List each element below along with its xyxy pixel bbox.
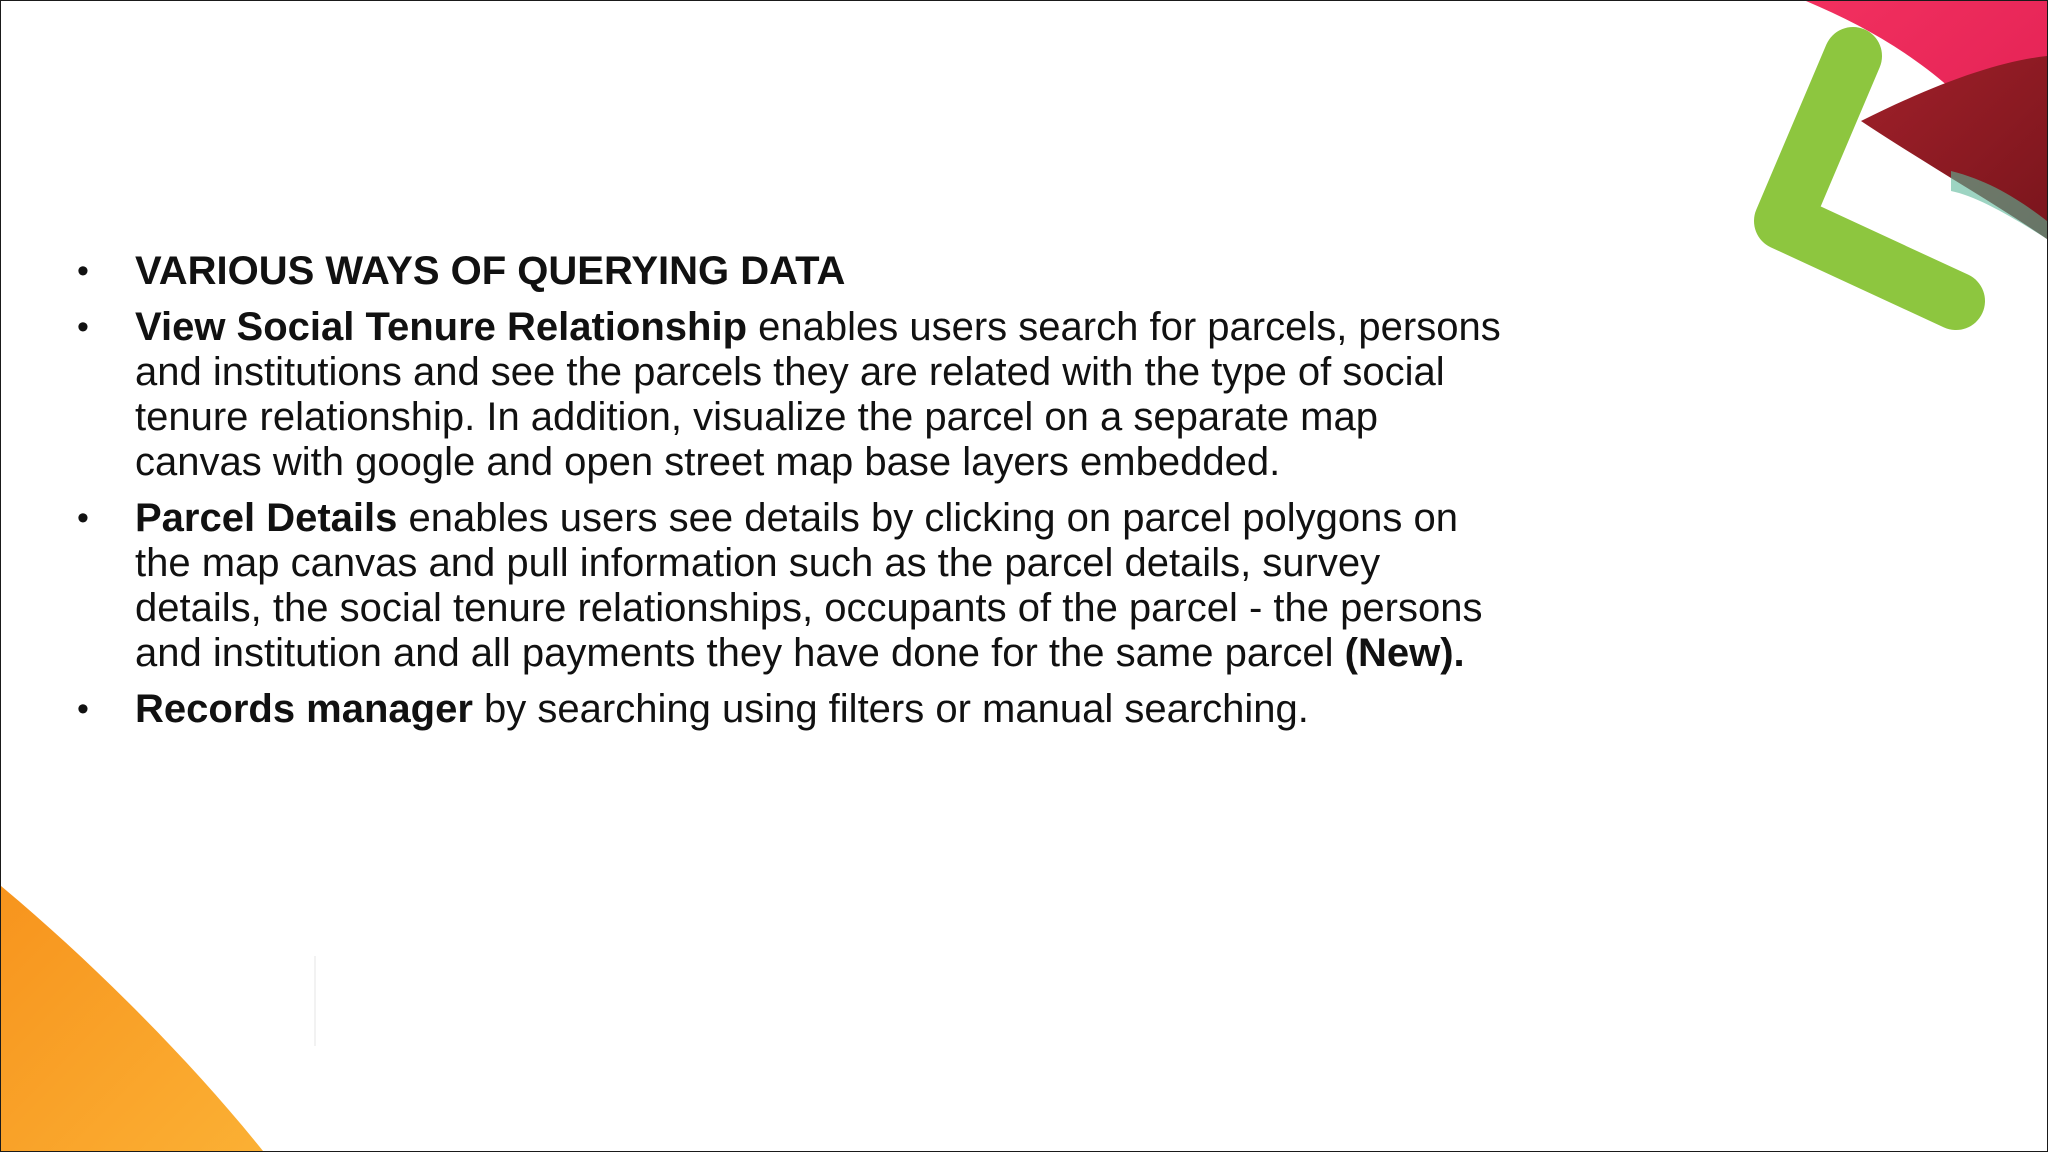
bullet-item [67, 249, 1507, 294]
bullet-point-icon: • [77, 252, 89, 290]
bullet-text: enables users see details by clicking on parcel polygons on the map canvas and pull information such as the parcel details, survey details, the social tenure relationships, occupants of the parcel - the persons and institution and all payments they have done for the same parcel [135, 496, 1483, 675]
bullet-heading: VARIOUS WAYS OF QUERYING DATA [135, 249, 846, 293]
bullet-item [67, 305, 1507, 485]
bullet-point-icon: • [77, 499, 89, 537]
bullet-text: enables users search for parcels, persons and institutions and see the parcels they are related with the type of social tenure relationship. In addition, visualize the parcel on a separate map canvas with google and open street map base layers embedded. [135, 305, 1501, 484]
bullet-item [67, 496, 1507, 676]
bullet-heading: Records manager [135, 687, 473, 731]
bullet-text: by searching using filters or manual searching. [472, 687, 1309, 731]
bullet-point-icon: • [77, 308, 89, 346]
bullet-item [67, 687, 1507, 732]
bullet-heading: Parcel Details [135, 496, 398, 540]
bullet-list [67, 249, 1507, 732]
bullet-suffix: (New). [1344, 631, 1465, 675]
bullet-point-icon: • [77, 690, 89, 728]
bullet-heading: View Social Tenure Relationship [135, 305, 748, 349]
slide-body [67, 249, 1507, 743]
